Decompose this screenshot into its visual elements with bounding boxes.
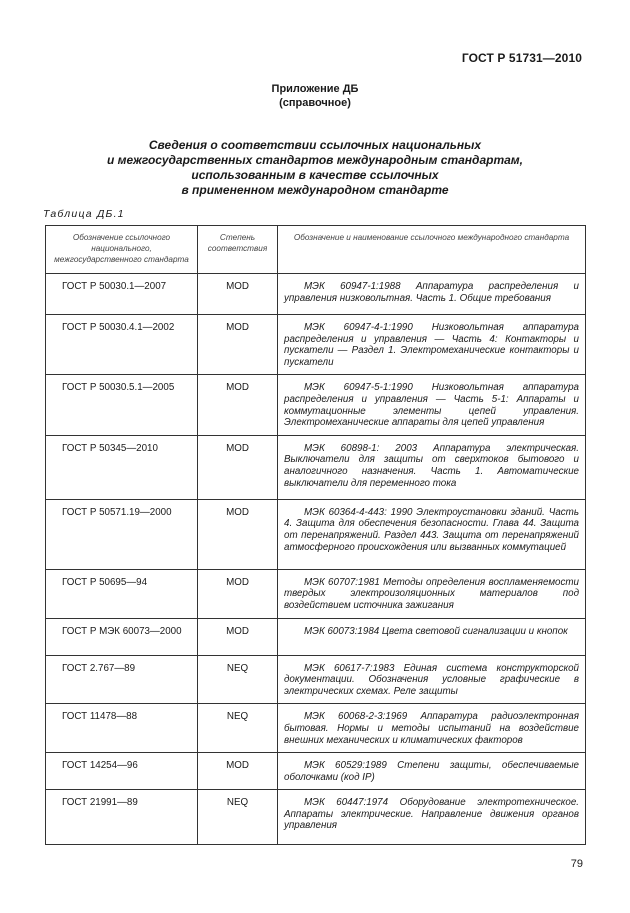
appendix-title-block	[0, 82, 630, 110]
cell-national-standard: ГОСТ Р 50571.19—2000	[46, 499, 198, 569]
table-row	[46, 274, 586, 315]
header-degree: Степень соответствия	[198, 226, 278, 274]
table-row	[46, 753, 586, 790]
header-international-standard: Обозначение и наименование ссылочного международного стандарта	[278, 226, 586, 274]
cell-national-standard: ГОСТ Р МЭК 60073—2000	[46, 618, 198, 655]
heading-line-1: Сведения о соответствии ссылочных национальных	[148, 138, 482, 152]
cell-national-standard: ГОСТ Р 50695—94	[46, 569, 198, 618]
table-row	[46, 499, 586, 569]
table-row	[46, 569, 586, 618]
cell-national-standard: ГОСТ Р 50030.4.1—2002	[46, 315, 198, 375]
cell-international-standard: МЭК 60707:1981 Методы определения воспламеняемости твердых электроизоляционных материалов под воздействием источника зажигания	[278, 569, 586, 618]
cell-national-standard: ГОСТ 21991—89	[46, 790, 198, 845]
cell-international-standard: МЭК 60068-2-3:1969 Аппаратура радиоэлектронная бытовая. Нормы и методы испытаний на воздействие внешних механических и климатических факторов	[278, 704, 586, 753]
heading-line-3: использованным в качестве ссылочных	[191, 168, 439, 182]
cell-degree: MOD	[198, 569, 278, 618]
cell-international-standard: МЭК 60947-4-1:1990 Низковольтная аппаратура распределения и управления — Часть 4: Контакторы и пускатели — Раздел 1. Электромеханические контакторы и пускатели	[278, 315, 586, 375]
table-row	[46, 315, 586, 375]
cell-degree: NEQ	[198, 704, 278, 753]
heading-line-4: в примененном международном стандарте	[181, 183, 449, 197]
cell-international-standard: МЭК 60947-5-1:1990 Низковольтная аппаратура распределения и управления — Часть 5-1: Аппараты и коммутационные элементы цепей управления. Электромеханические аппараты для цепей управления	[278, 375, 586, 435]
cell-degree: MOD	[198, 499, 278, 569]
reference-standards-table	[45, 225, 586, 845]
cell-national-standard: ГОСТ Р 50030.1—2007	[46, 274, 198, 315]
table-row	[46, 618, 586, 655]
table-row	[46, 655, 586, 704]
cell-degree: MOD	[198, 375, 278, 435]
cell-degree: MOD	[198, 435, 278, 499]
cell-national-standard: ГОСТ Р 50345—2010	[46, 435, 198, 499]
cell-international-standard: МЭК 60364-4-443: 1990 Электроустановки зданий. Часть 4. Защита для обеспечения безопасности. Глава 44. Защита от перенапряжений. Раздел 443. Защита от перенапряжений атмосферного происхождения или вызванных коммутацией	[278, 499, 586, 569]
cell-degree: MOD	[198, 315, 278, 375]
cell-international-standard: МЭК 60947-1:1988 Аппаратура распределения и управления низковольтная. Часть 1. Общие требования	[278, 274, 586, 315]
cell-degree: NEQ	[198, 790, 278, 845]
cell-international-standard: МЭК 60073:1984 Цвета световой сигнализации и кнопок	[278, 618, 586, 655]
page-number: 79	[570, 858, 583, 870]
section-heading	[80, 138, 550, 198]
table-row	[46, 435, 586, 499]
cell-international-standard: МЭК 60529:1989 Степени защиты, обеспечиваемые оболочками (код IP)	[278, 753, 586, 790]
cell-international-standard: МЭК 60898-1: 2003 Аппаратура электрическая. Выключатели для защиты от сверхтоков бытового и аналогичного назначения. Часть 1. Автоматические выключатели для переменного тока	[278, 435, 586, 499]
appendix-subtitle: (справочное)	[279, 97, 351, 109]
header-national-standard: Обозначение ссылочного национального, межгосударственного стандарта	[46, 226, 198, 274]
cell-national-standard: ГОСТ Р 50030.5.1—2005	[46, 375, 198, 435]
table-row	[46, 375, 586, 435]
cell-international-standard: МЭК 60447:1974 Оборудование электротехническое. Аппараты электрические. Направление движения органов управления	[278, 790, 586, 845]
table-caption: Таблица ДБ.1	[43, 208, 125, 220]
cell-national-standard: ГОСТ 2.767—89	[46, 655, 198, 704]
cell-international-standard: МЭК 60617-7:1983 Единая система конструкторской документации. Обозначения условные графические в электрических схемах. Реле защиты	[278, 655, 586, 704]
appendix-title: Приложение ДБ	[271, 83, 359, 95]
document-header-standard: ГОСТ Р 51731—2010	[461, 51, 582, 65]
table-header-row	[46, 226, 586, 274]
cell-national-standard: ГОСТ 11478—88	[46, 704, 198, 753]
cell-degree: MOD	[198, 618, 278, 655]
table-row	[46, 790, 586, 845]
cell-degree: NEQ	[198, 655, 278, 704]
cell-national-standard: ГОСТ 14254—96	[46, 753, 198, 790]
table-row	[46, 704, 586, 753]
cell-degree: MOD	[198, 753, 278, 790]
heading-line-2: и межгосударственных стандартов международным стандартам,	[106, 153, 524, 167]
cell-degree: MOD	[198, 274, 278, 315]
